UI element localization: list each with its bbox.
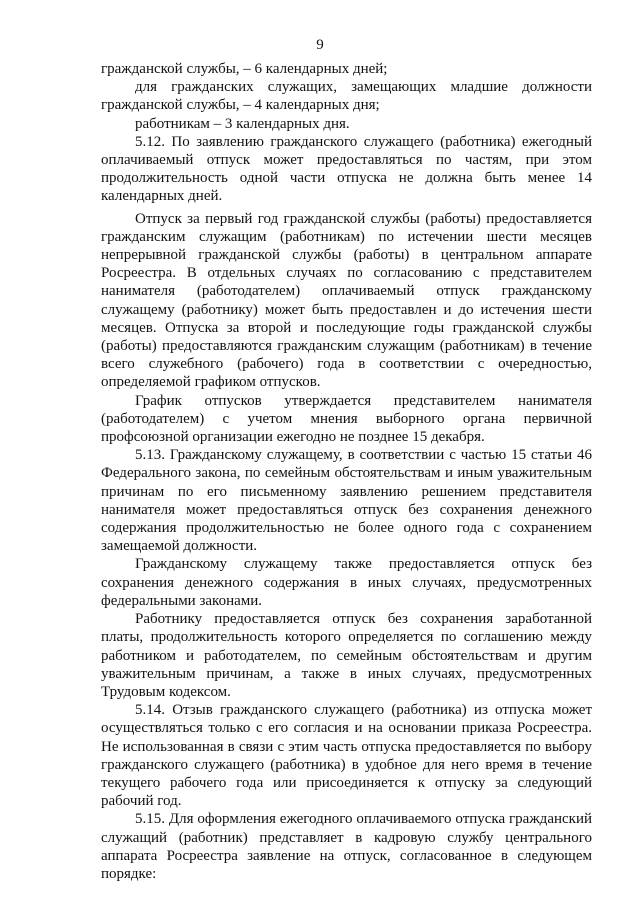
paragraph: работникам – 3 календарных дня. [135, 115, 350, 132]
paragraph: Работнику предоставляется отпуск без сохранения заработанной платы, продолжительность которого определяется по соглашению между работником и работодателем, по семейным обстоятельствам и другим уважительным причинам, а также в иных случаях, предусмотренных Трудовым кодексом. [101, 611, 592, 700]
paragraph: Отпуск за первый год гражданской службы (работы) предоставляется гражданским служащим (работникам) по истечении шести месяцев непрерывной гражданской службы (работы) в центральном аппарате Росреестра. В отдельных случаях по согласованию с представителем нанимателя (работодателем) оплачиваемый отпуск гражданскому служащему (работнику) может быть предоставлен и до истечения шести месяцев. Отпуска за второй и последующие годы гражданской службы (работы) предоставляются гражданским служащим (работникам) в течение всего служебного (рабочего) года в соответствии с очередностью, определяемой графиком отпусков. [101, 210, 592, 391]
document-body [101, 60, 592, 883]
paragraph: График отпусков утверждается представителем нанимателя (работодателем) с учетом мнения выборного органа первичной профсоюзной организации ежегодно не позднее 15 декабря. [101, 392, 592, 446]
paragraph: гражданской службы, – 6 календарных дней; [101, 61, 388, 77]
paragraph: Гражданскому служащему также предоставляется отпуск без сохранения денежного содержания в иных случаях, предусмотренных федеральными законами. [101, 556, 592, 609]
paragraph: 5.15. Для оформления ежегодного оплачиваемого отпуска гражданский служащий (работник) представляет в кадровую службу центрального аппарата Росреестра заявление на отпуск, согласованное в следующем порядке: [101, 811, 592, 882]
page-number: 9 [316, 37, 324, 53]
paragraph: для гражданских служащих, замещающих младшие должности гражданской службы, – 4 календарных дня; [101, 79, 592, 114]
paragraph: 5.13. Гражданскому служащему, в соответствии с частью 15 статьи 46 Федерального закона, по семейным обстоятельствам и иным уважительным причинам по его письменному заявлению решением представителя нанимателя может предоставляться отпуск без сохранения денежного содержания продолжительностью не более одного года с сохранением замещаемой должности. [101, 447, 592, 555]
paragraph: 5.12. По заявлению гражданского служащего (работника) ежегодный оплачиваемый отпуск может предоставляться по частям, при этом продолжительность одной части отпуска не должна быть менее 14 календарных дней. [101, 133, 592, 205]
paragraph: 5.14. Отзыв гражданского служащего (работника) из отпуска может осуществляться только с его согласия и на основании приказа Росреестра. Не использованная в связи с этим часть отпуска предоставляется по выбору гражданского служащего (работника) в удобное для него время в течение текущего рабочего года или присоединяется к отпуску за следующий рабочий год. [101, 702, 592, 810]
